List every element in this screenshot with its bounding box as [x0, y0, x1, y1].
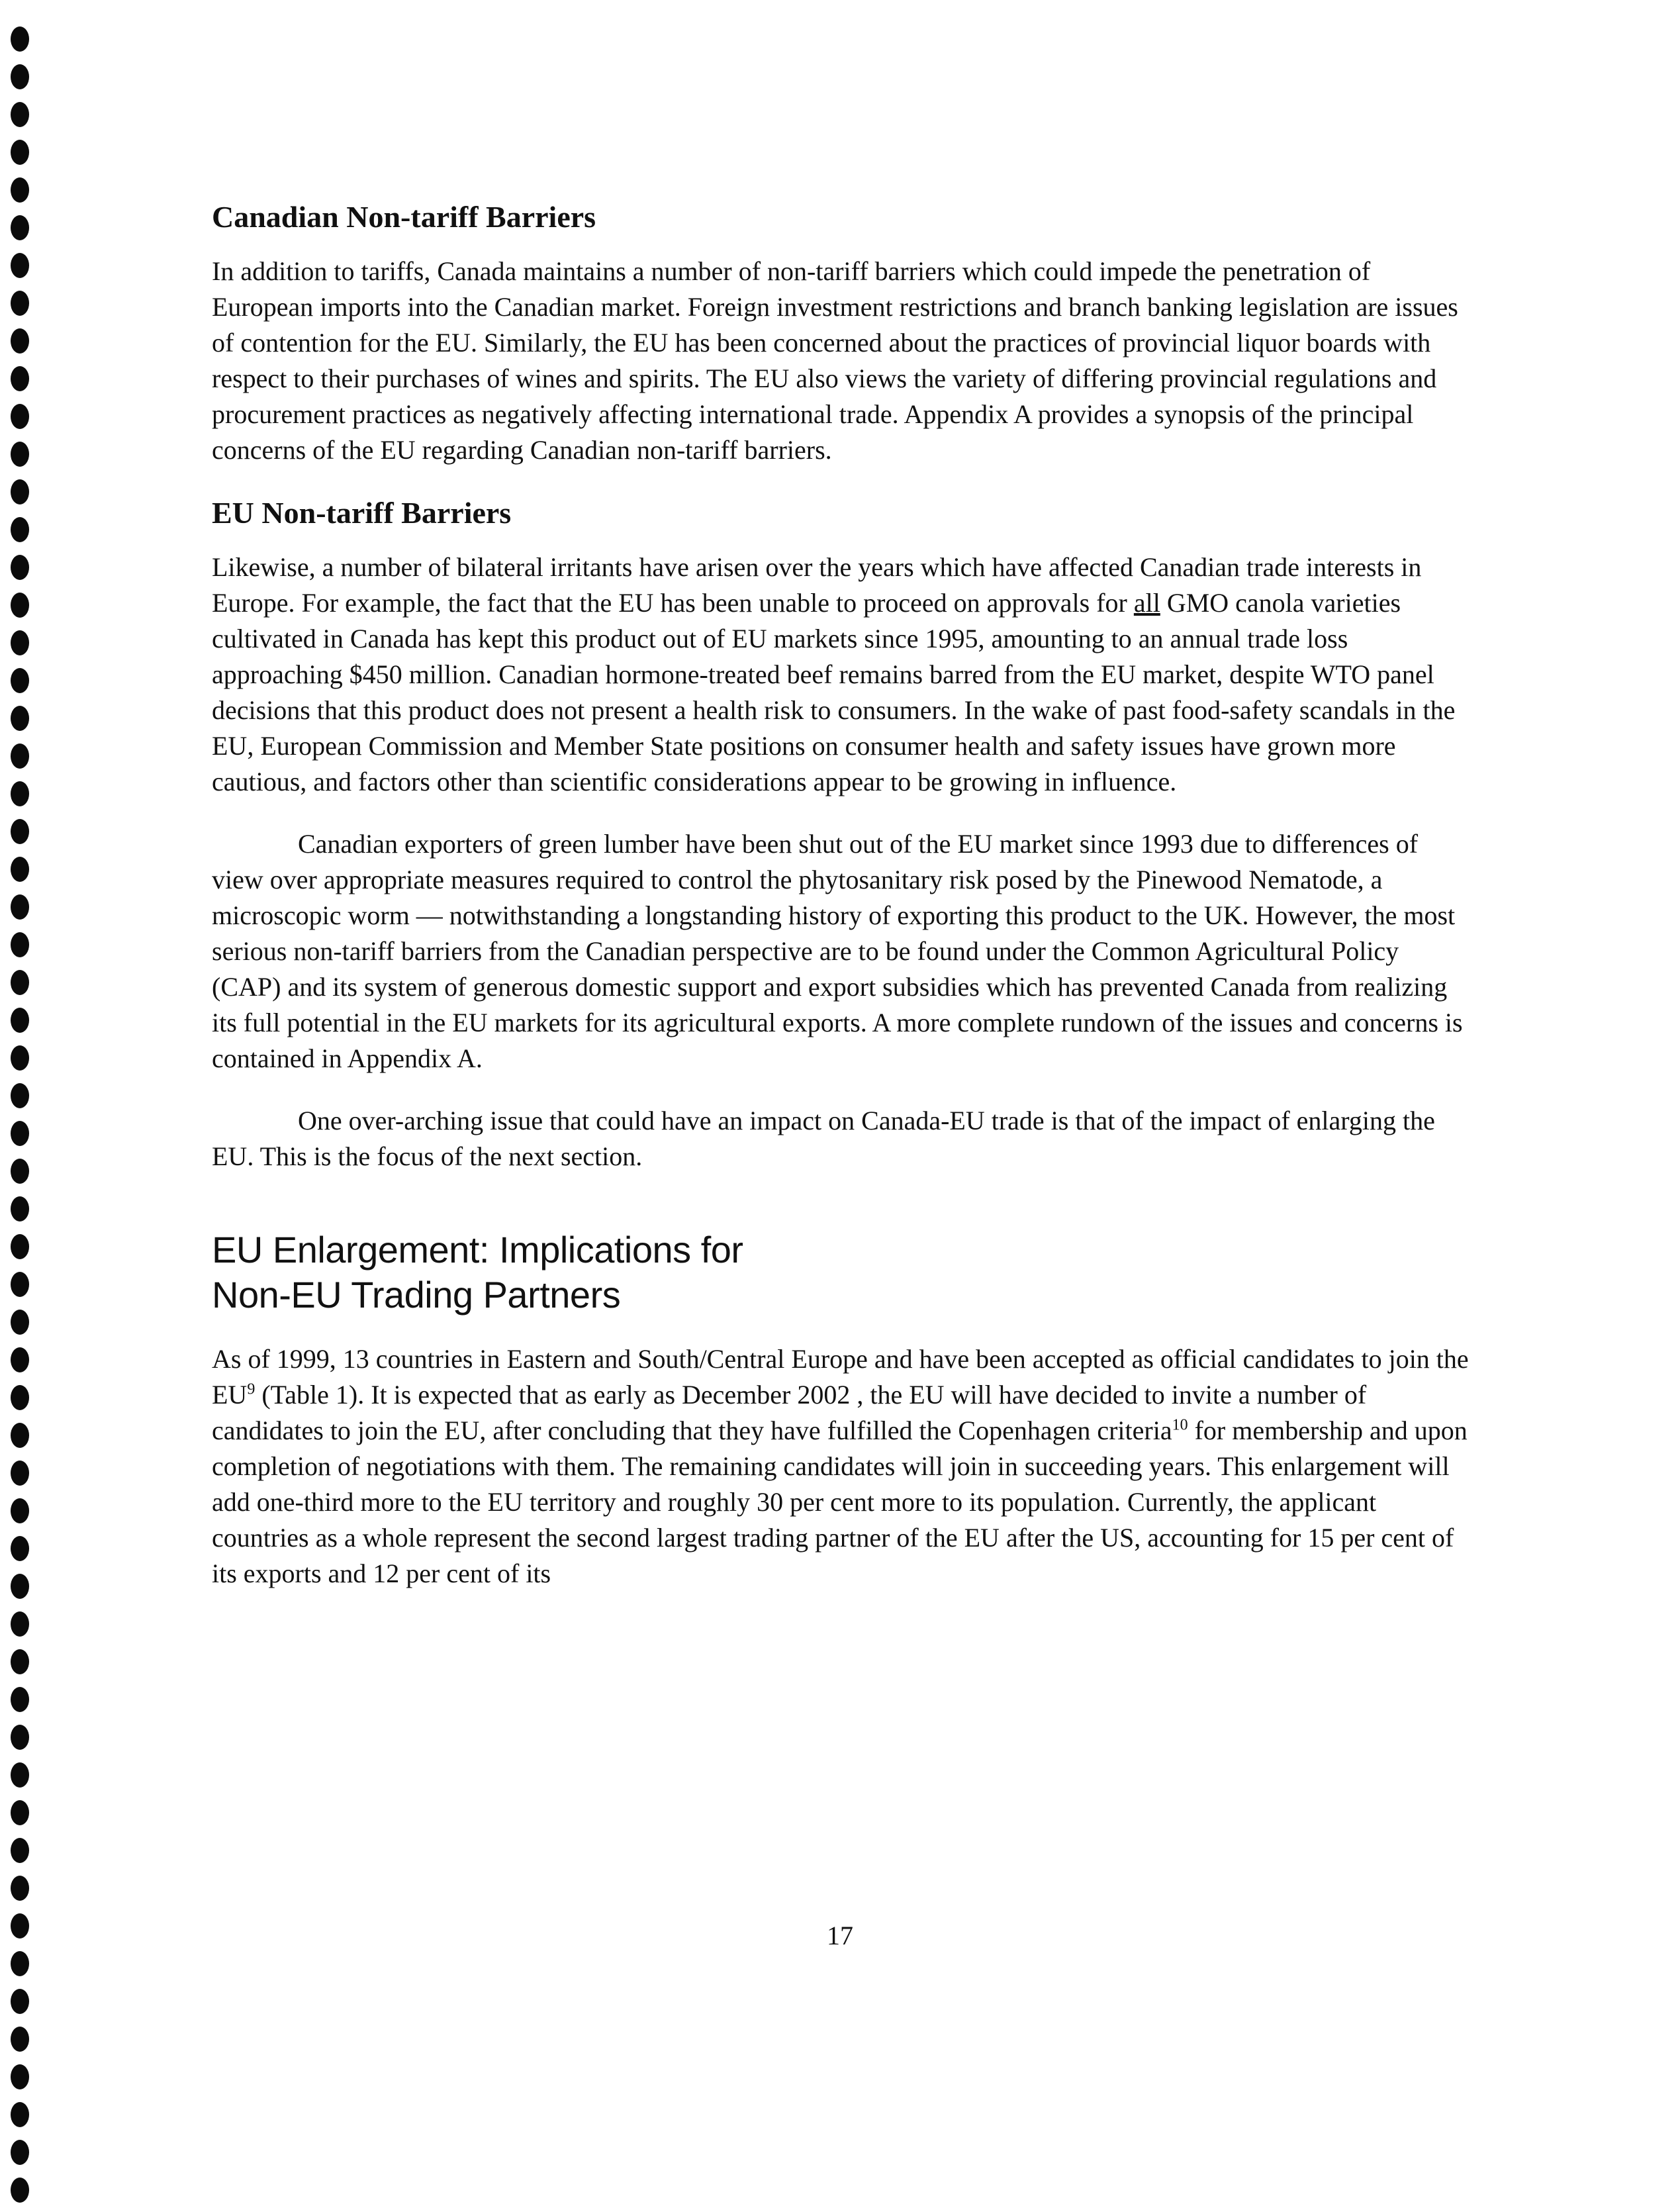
- binding-hole: [11, 1725, 29, 1750]
- binding-hole: [11, 1611, 29, 1637]
- paragraph-eu-barriers-1: Likewise, a number of bilateral irritants have arisen over the years which have affected Canadian trade interests in Europe. For example, the fact that the EU has been unable to proceed on approvals for all GMO canola varieties cultivated in Canada has kept this product out of EU markets since 1995, amounting to an annual trade loss approaching $450 million. Canadian hormone-treated beef remains barred from the EU market, despite WTO panel decisions that this product does not present a health risk to consumers. In the wake of past food-safety scandals in the EU, European Commission and Member State positions on consumer health and safety issues have grown more cautious, and factors other than scientific considerations appear to be growing in influence.: [212, 552, 1456, 797]
- binding-hole: [11, 2140, 29, 2165]
- binding-hole: [11, 64, 29, 89]
- binding-hole: [11, 102, 29, 127]
- binding-hole: [11, 555, 29, 580]
- binding-hole: [11, 140, 29, 165]
- binding-hole: [11, 366, 29, 391]
- binding-hole: [11, 1876, 29, 1901]
- binding-hole: [11, 404, 29, 429]
- binding-hole: [11, 2064, 29, 2089]
- paragraph-eu-barriers-2: Canadian exporters of green lumber have been shut out of the EU market since 1993 due to differences of view over appropriate measures required to control the phytosanitary risk posed by the Pinewood Nematode, a microscopic worm — notwithstanding a longstanding history of exporting this product to the UK. However, the most serious non-tariff barriers from the Canadian perspective are to be found under the Common Agricultural Policy (CAP) and its system of generous domestic support and export subsidies which has prevented Canada from realizing its full potential in the EU markets for its agricultural exports. A more complete rundown of the issues and concerns is contained in Appendix A.: [212, 829, 1463, 1074]
- binding-hole: [11, 1385, 29, 1410]
- binding-hole: [11, 857, 29, 882]
- binding-hole: [11, 1762, 29, 1788]
- binding-hole: [11, 781, 29, 806]
- binding-hole: [11, 2027, 29, 2052]
- binding-hole: [11, 668, 29, 693]
- binding-hole: [11, 291, 29, 316]
- page-content: [212, 199, 1470, 1618]
- binding-hole: [11, 1989, 29, 2014]
- binding-hole: [11, 1159, 29, 1184]
- binding-hole: [11, 894, 29, 920]
- underlined-all: all: [1133, 588, 1160, 618]
- binding-hole: [11, 253, 29, 278]
- binding-hole: [11, 479, 29, 504]
- heading-eu-non-tariff-barriers: EU Non-tariff Barriers: [212, 496, 512, 530]
- binding-hole: [11, 1347, 29, 1372]
- binding-hole: [11, 215, 29, 240]
- binding-holes: [7, 0, 30, 2204]
- binding-hole: [11, 1536, 29, 1561]
- binding-hole: [11, 1574, 29, 1599]
- binding-hole: [11, 442, 29, 467]
- paragraph-eu-barriers-3: One over-arching issue that could have an impact on Canada-EU trade is that of the impact of enlarging the EU. This is the focus of the next section.: [212, 1106, 1435, 1172]
- binding-hole: [11, 1800, 29, 1825]
- binding-hole: [11, 1649, 29, 1674]
- heading-canadian-non-tariff-barriers: Canadian Non-tariff Barriers: [212, 200, 596, 234]
- binding-hole: [11, 819, 29, 844]
- binding-hole: [11, 328, 29, 354]
- footnote-ref-10: 10: [1172, 1417, 1188, 1435]
- binding-hole: [11, 1461, 29, 1486]
- binding-hole: [11, 1687, 29, 1712]
- binding-hole: [11, 1498, 29, 1523]
- binding-hole: [11, 2178, 29, 2203]
- binding-hole: [11, 1196, 29, 1222]
- paragraph-eu-enlargement: As of 1999, 13 countries in Eastern and South/Central Europe and have been accepted as official candidates to join the $EU^9$ (Table 1). It is expected that as early as December 2002 , the EU will have decided to invite a number of candidates to join the EU, after concluding that they have fulfilled the Copenhagen criteria$^{10}$ for membership and upon completion of negotiations with them. The remaining candidates will join in succeeding years. This enlargement will add one-third more to the EU territory and roughly 30 per cent more to its population. Currently, the applicant countries as a whole represent the second largest trading partner of the EU after the US, accounting for 15 per cent of its exports and 12 per cent of its: [212, 1344, 1469, 1589]
- binding-hole: [11, 1310, 29, 1335]
- binding-hole: [11, 1234, 29, 1259]
- binding-hole: [11, 517, 29, 542]
- binding-hole: [11, 970, 29, 995]
- binding-hole: [11, 932, 29, 957]
- paragraph-canadian-barriers: In addition to tariffs, Canada maintains a number of non-tariff barriers which could impede the penetration of European imports into the Canadian market. Foreign investment restrictions and branch banking legislation are issues of contention for the EU. Similarly, the EU has been concerned about the practices of provincial liquor boards with respect to their purchases of wines and spirits. The EU also views the variety of differing provincial regulations and procurement practices as negatively affecting international trade. Appendix A provides a synopsis of the principal concerns of the EU regarding Canadian non-tariff barriers.: [212, 256, 1458, 465]
- binding-hole: [11, 1838, 29, 1863]
- heading-eu-enlargement: EU Enlargement: Implications for Non-EU Trading Partners: [212, 1229, 743, 1316]
- binding-hole: [11, 1121, 29, 1146]
- binding-hole: [11, 1083, 29, 1108]
- footnote-ref-9: 9: [247, 1381, 256, 1399]
- binding-hole: [11, 706, 29, 731]
- binding-hole: [11, 1008, 29, 1033]
- page-number: 17: [827, 1921, 853, 1950]
- binding-hole: [11, 2102, 29, 2127]
- binding-hole: [11, 1423, 29, 1448]
- binding-hole: [11, 1951, 29, 1976]
- binding-hole: [11, 1272, 29, 1297]
- binding-hole: [11, 1045, 29, 1071]
- binding-hole: [11, 177, 29, 203]
- binding-hole: [11, 26, 29, 52]
- binding-hole: [11, 630, 29, 655]
- binding-hole: [11, 743, 29, 769]
- binding-hole: [11, 593, 29, 618]
